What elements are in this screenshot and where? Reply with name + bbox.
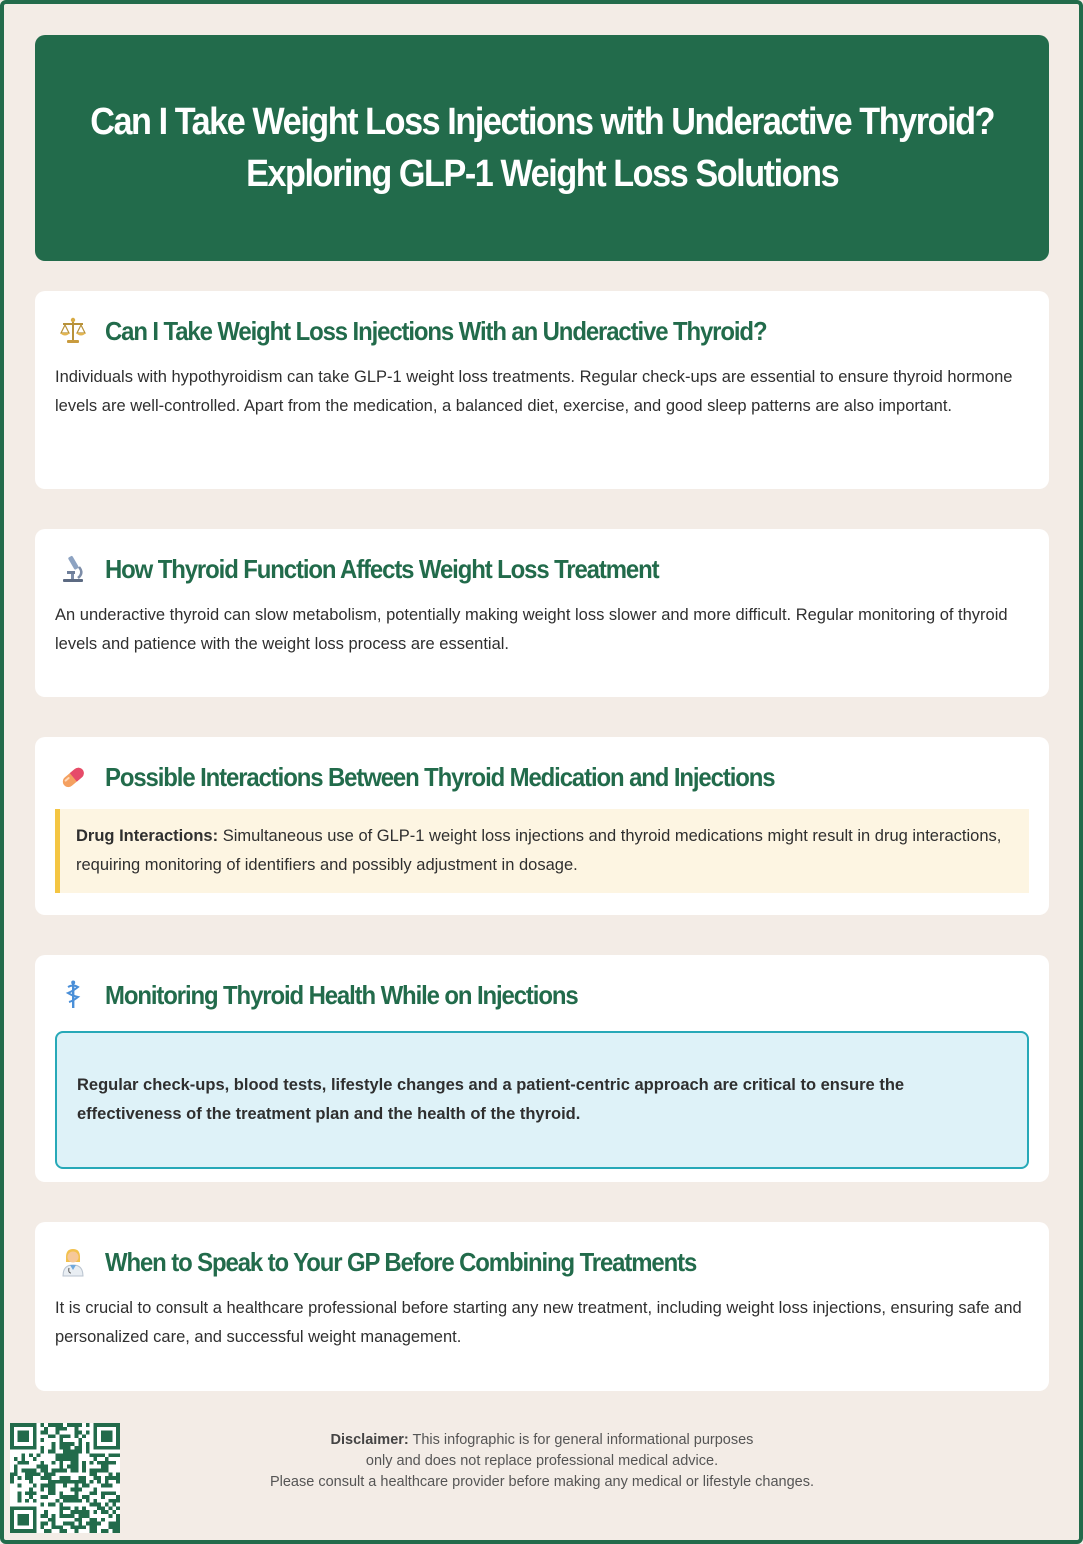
title-line-1: Can I Take Weight Loss Injections with Underactive Thyroid? [90,101,994,143]
section-body: Individuals with hypothyroidism can take GLP-1 weight loss treatments. Regular check-ups are essential to ensure thyroid hormone levels are well-controlled. Apart from the medication, a balanced diet, exercise, and good sleep patterns are also important. [55,368,1013,415]
callout-text: Regular check-ups, blood tests, lifestyle changes and a patient-centric approach are critical to ensure the effectiveness of the treatment plan and the health of the thyroid. [77,1076,905,1123]
section-card-can-i-take [35,291,1049,489]
section-card-thyroid-function [35,529,1049,697]
disclaimer-line-2: only and does not replace professional medical advice. [365,1453,719,1469]
microscope-icon [55,551,91,587]
title-line-2: Exploring GLP-1 Weight Loss Solutions [245,153,839,195]
note-text: Simultaneous use of GLP-1 weight loss injections and thyroid medications might result in drug interactions, requiring monitoring of identifiers and possibly adjustment in dosage. [76,827,1002,874]
page-title [90,96,994,200]
section-title: Possible Interactions Between Thyroid Medication and Injections [105,761,775,792]
monitoring-callout [55,1031,1029,1169]
page-header [35,35,1049,261]
doctor-icon [55,1244,91,1280]
section-heading [55,757,1029,797]
section-title: Monitoring Thyroid Health While on Injections [105,979,578,1010]
note-label: Drug Interactions: [76,827,219,845]
section-heading [55,975,1029,1015]
disclaimer-line-3: Please consult a healthcare provider before making any medical or lifestyle changes. [269,1474,815,1490]
section-heading [55,311,1029,351]
drug-interactions-note [55,809,1029,893]
section-title: When to Speak to Your GP Before Combining Treatments [105,1246,697,1277]
pill-icon [55,759,91,795]
section-title: Can I Take Weight Loss Injections With an Underactive Thyroid? [105,315,767,346]
balance-scale-icon [55,313,91,349]
section-card-speak-to-gp [35,1222,1049,1391]
section-title: How Thyroid Function Affects Weight Loss Treatment [105,553,659,584]
section-heading [55,549,1029,589]
section-body: It is crucial to consult a healthcare professional before starting any new treatment, including weight loss injections, ensuring safe and personalized care, and successful weight management. [55,1299,1022,1346]
section-card-interactions [35,737,1049,915]
qr-code[interactable] [10,1423,120,1533]
disclaimer-label: Disclaimer: [330,1432,409,1448]
section-heading [55,1242,1029,1282]
caduceus-icon [55,977,91,1013]
disclaimer [200,1430,884,1493]
disclaimer-line-1: This infographic is for general informational purposes [408,1432,754,1448]
section-card-monitoring [35,955,1049,1182]
section-body: An underactive thyroid can slow metabolism, potentially making weight loss slower and more difficult. Regular monitoring of thyroid levels and patience with the weight loss process are essential. [55,606,1008,653]
